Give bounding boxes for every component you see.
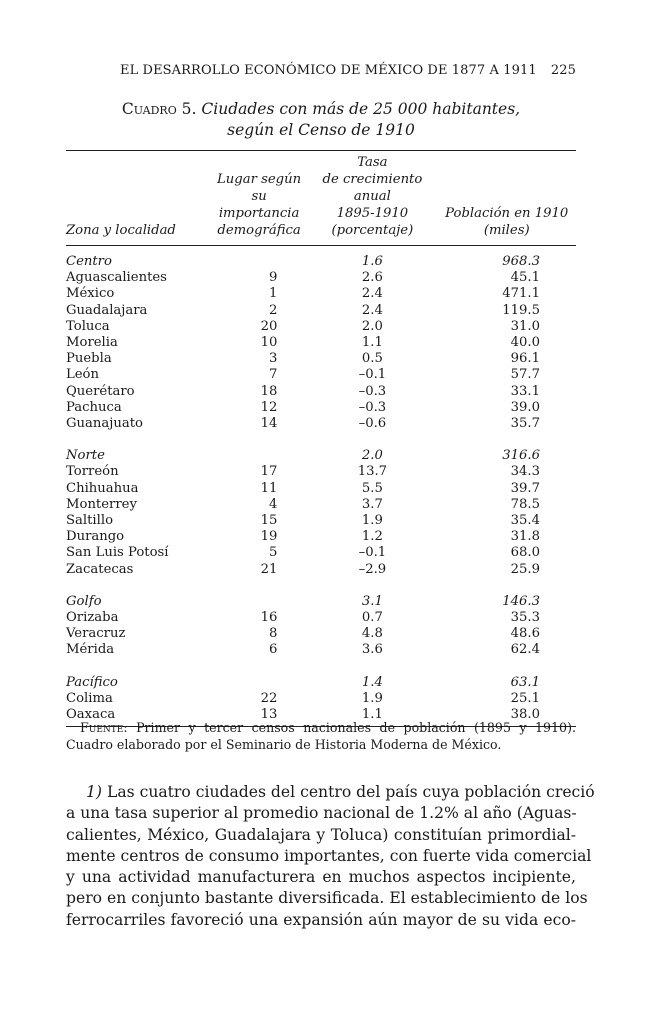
- table-row: [66, 626, 576, 642]
- table-row: [66, 691, 576, 707]
- header-zone: [66, 151, 211, 246]
- cell-rank: 7: [268, 367, 278, 383]
- header-zone-text: Zona y localidad: [66, 223, 176, 238]
- cell-name: Aguascalientes: [66, 270, 167, 286]
- table-source-note: [66, 719, 576, 753]
- cell-rank: 15: [260, 513, 278, 529]
- cell-rate: 2.0: [361, 448, 383, 464]
- header-rate-line2: de crecimiento anual: [322, 172, 423, 204]
- cell-name: Colima: [66, 690, 113, 706]
- cell-population: 146.3: [502, 593, 540, 609]
- population-table: [66, 150, 576, 727]
- table-caption: [66, 99, 576, 141]
- cell-rate: 3.6: [361, 642, 383, 658]
- caption-title-line2: según el Censo de 1910: [227, 121, 415, 139]
- cell-population: 34.3: [510, 464, 540, 480]
- cell-rank: [211, 578, 308, 610]
- cell-name: Puebla: [66, 351, 112, 367]
- cell-rate: 2.0: [361, 318, 383, 334]
- cell-rate: 4.8: [361, 626, 383, 642]
- cell-population: 35.4: [510, 513, 540, 529]
- cell-population: 38.0: [437, 707, 576, 727]
- body-line: pero en conjunto bastante diversificada. El establecimiento de los: [66, 889, 588, 908]
- table-row: [66, 513, 576, 529]
- cell-name: Oaxaca: [66, 707, 211, 727]
- cell-rate: –0.6: [358, 416, 387, 432]
- cell-rate: 3.7: [361, 496, 383, 512]
- table-row: [66, 545, 576, 561]
- cell-population: 40.0: [510, 335, 540, 351]
- table-header-row: [66, 151, 576, 246]
- cell-population: 31.0: [510, 318, 540, 334]
- cell-name: Norte: [66, 448, 105, 464]
- cell-rank: 3: [268, 351, 278, 367]
- header-rank-line2: su importancia: [218, 189, 300, 221]
- cell-name: San Luis Potosí: [66, 545, 169, 561]
- cell-population: 48.6: [510, 626, 540, 642]
- cell-population: 35.7: [510, 416, 540, 432]
- cell-population: 25.1: [510, 690, 540, 706]
- cell-rate: 1.4: [361, 674, 383, 690]
- body-paragraph: [66, 782, 595, 931]
- cell-name: Morelia: [66, 335, 118, 351]
- cell-population: 33.1: [510, 383, 540, 399]
- source-label: Fuente:: [80, 720, 128, 735]
- cell-population: 31.8: [510, 529, 540, 545]
- cell-rate: 0.5: [361, 351, 383, 367]
- cell-name: Orizaba: [66, 610, 119, 626]
- header-rank-line3: demográfica: [217, 223, 301, 238]
- cell-name: Chihuahua: [66, 480, 139, 496]
- cell-rate: 1.6: [361, 254, 383, 269]
- cell-name: Guadalajara: [66, 302, 148, 318]
- cell-name: León: [66, 367, 99, 383]
- table-row-zone: [66, 659, 576, 691]
- header-rank-line1: Lugar según: [217, 172, 302, 187]
- cell-rate: 5.5: [361, 480, 383, 496]
- cell-rank: 16: [260, 610, 278, 626]
- cell-rank: 12: [260, 399, 278, 415]
- cell-rank: 2: [268, 302, 278, 318]
- body-line: y una actividad manufacturera en muchos aspectos incipiente,: [66, 868, 576, 887]
- running-head-title: EL DESARROLLO ECONÓMICO DE MÉXICO DE 1877 A 1911: [120, 63, 537, 78]
- cell-population: 45.1: [510, 270, 540, 286]
- body-line: a una tasa superior al promedio nacional de 1.2% al año (Aguas-: [66, 804, 577, 823]
- cell-rank: 14: [260, 416, 278, 432]
- table-row: [66, 529, 576, 545]
- cell-name: Saltillo: [66, 513, 114, 529]
- cell-rank: 20: [260, 318, 278, 334]
- cell-rate: 2.6: [361, 270, 383, 286]
- cell-name: Centro: [66, 254, 112, 269]
- cell-rank: [211, 432, 308, 464]
- table-row-zone: [66, 578, 576, 610]
- cell-rate: 2.4: [361, 286, 383, 302]
- cell-rate: –0.3: [358, 399, 387, 415]
- cell-name: Querétaro: [66, 383, 135, 399]
- cell-population: 78.5: [510, 496, 540, 512]
- cell-rate: 1.9: [361, 513, 383, 529]
- header-population: [437, 151, 576, 246]
- body-line: calientes, México, Guadalajara y Toluca) constituían primordial-: [66, 825, 576, 844]
- page-number: 225: [550, 63, 576, 78]
- list-marker: 1): [86, 783, 103, 801]
- cell-rate: 13.7: [357, 464, 388, 480]
- cell-rate: 2.4: [361, 302, 383, 318]
- table-body: [66, 246, 576, 727]
- cell-population: 62.4: [510, 642, 540, 658]
- cell-name: Pachuca: [66, 399, 122, 415]
- cell-population: 968.3: [502, 254, 540, 269]
- cell-population: 63.1: [510, 674, 540, 690]
- table-row: [66, 497, 576, 513]
- header-rate: [307, 151, 437, 246]
- header-rate-line3: 1895-1910: [336, 206, 409, 221]
- table-row: [66, 367, 576, 383]
- cell-rate: –2.9: [358, 561, 387, 577]
- cell-rate: 1.1: [361, 335, 383, 351]
- table-row: [66, 610, 576, 626]
- cell-rank: 9: [268, 270, 278, 286]
- table-row: [66, 562, 576, 578]
- cell-rank: 8: [268, 626, 278, 642]
- header-rate-line4: (porcentaje): [331, 223, 414, 238]
- cell-rank: [211, 659, 308, 691]
- cell-rank: 17: [260, 464, 278, 480]
- table-row-zone: [66, 246, 576, 271]
- cell-rank: 21: [260, 561, 278, 577]
- cell-rank: 6: [268, 642, 278, 658]
- cell-rank: [211, 246, 308, 271]
- cell-name: Veracruz: [66, 626, 126, 642]
- cell-rank: 22: [260, 690, 278, 706]
- header-population-line1: Población en 1910: [445, 206, 569, 221]
- table-row: [66, 384, 576, 400]
- body-line: mente centros de consumo importantes, con fuerte vida comercial: [66, 846, 592, 865]
- cell-population: 96.1: [510, 351, 540, 367]
- cell-rate: –0.1: [358, 367, 387, 383]
- cell-name: Golfo: [66, 593, 102, 609]
- table-row: [66, 335, 576, 351]
- cell-population: 39.0: [510, 399, 540, 415]
- cell-name: Durango: [66, 529, 125, 545]
- cell-population: 57.7: [510, 367, 540, 383]
- cell-name: Toluca: [66, 318, 110, 334]
- cell-rank: 10: [260, 335, 278, 351]
- cell-rank: 4: [268, 496, 278, 512]
- cell-population: 39.7: [510, 480, 540, 496]
- cell-population: 316.6: [502, 448, 540, 464]
- caption-label: Cuadro 5.: [121, 100, 197, 118]
- cell-rate: –0.3: [358, 383, 387, 399]
- cell-name: México: [66, 286, 115, 302]
- cell-rank: 18: [260, 383, 278, 399]
- body-line: [66, 782, 595, 803]
- cell-population: 25.9: [510, 561, 540, 577]
- table-row: [66, 270, 576, 286]
- cell-population: 68.0: [510, 545, 540, 561]
- body-line-text: Las cuatro ciudades del centro del país cuya población creció: [102, 783, 595, 801]
- table-row: [66, 351, 576, 367]
- cell-name: Monterrey: [66, 496, 137, 512]
- cell-rate: –0.1: [358, 545, 387, 561]
- cell-name: Pacífico: [66, 674, 118, 690]
- cell-name: Torreón: [66, 464, 119, 480]
- table-row: [66, 464, 576, 480]
- cell-rate: 0.7: [361, 610, 383, 626]
- body-line: ferrocarriles favoreció una expansión aún mayor de su vida eco-: [66, 910, 576, 929]
- cell-population: 471.1: [502, 286, 540, 302]
- table-row-zone: [66, 432, 576, 464]
- table-row: [66, 642, 576, 658]
- cell-name: Zacatecas: [66, 561, 134, 577]
- source-text: Primer y tercer censos nacionales de población (1895 y 1910). Cuadro elaborado por el Seminario de Historia Moderna de México.: [66, 720, 576, 752]
- cell-rate: 1.9: [361, 690, 383, 706]
- table-row: [66, 481, 576, 497]
- header-population-line2: (miles): [483, 223, 530, 238]
- cell-rank: 19: [260, 529, 278, 545]
- cell-rate: 1.2: [361, 529, 383, 545]
- cell-rank: 11: [260, 480, 278, 496]
- caption-title-line1: Ciudades con más de 25 000 habitantes,: [201, 100, 521, 118]
- cell-name: Mérida: [66, 642, 115, 658]
- table-row: [66, 319, 576, 335]
- table-row: [66, 286, 576, 302]
- table-row: [66, 400, 576, 416]
- cell-rank: 1: [268, 286, 278, 302]
- header-rank: [211, 151, 308, 246]
- cell-rate: 3.1: [361, 593, 383, 609]
- cell-population: 119.5: [502, 302, 540, 318]
- cell-name: Guanajuato: [66, 416, 143, 432]
- header-rate-line1: Tasa: [357, 155, 388, 170]
- table-row: [66, 303, 576, 319]
- table-row: [66, 416, 576, 432]
- cell-rate: 1.1: [307, 707, 437, 727]
- cell-rank: 13: [211, 707, 308, 727]
- cell-population: 35.3: [510, 610, 540, 626]
- cell-rank: 5: [268, 545, 278, 561]
